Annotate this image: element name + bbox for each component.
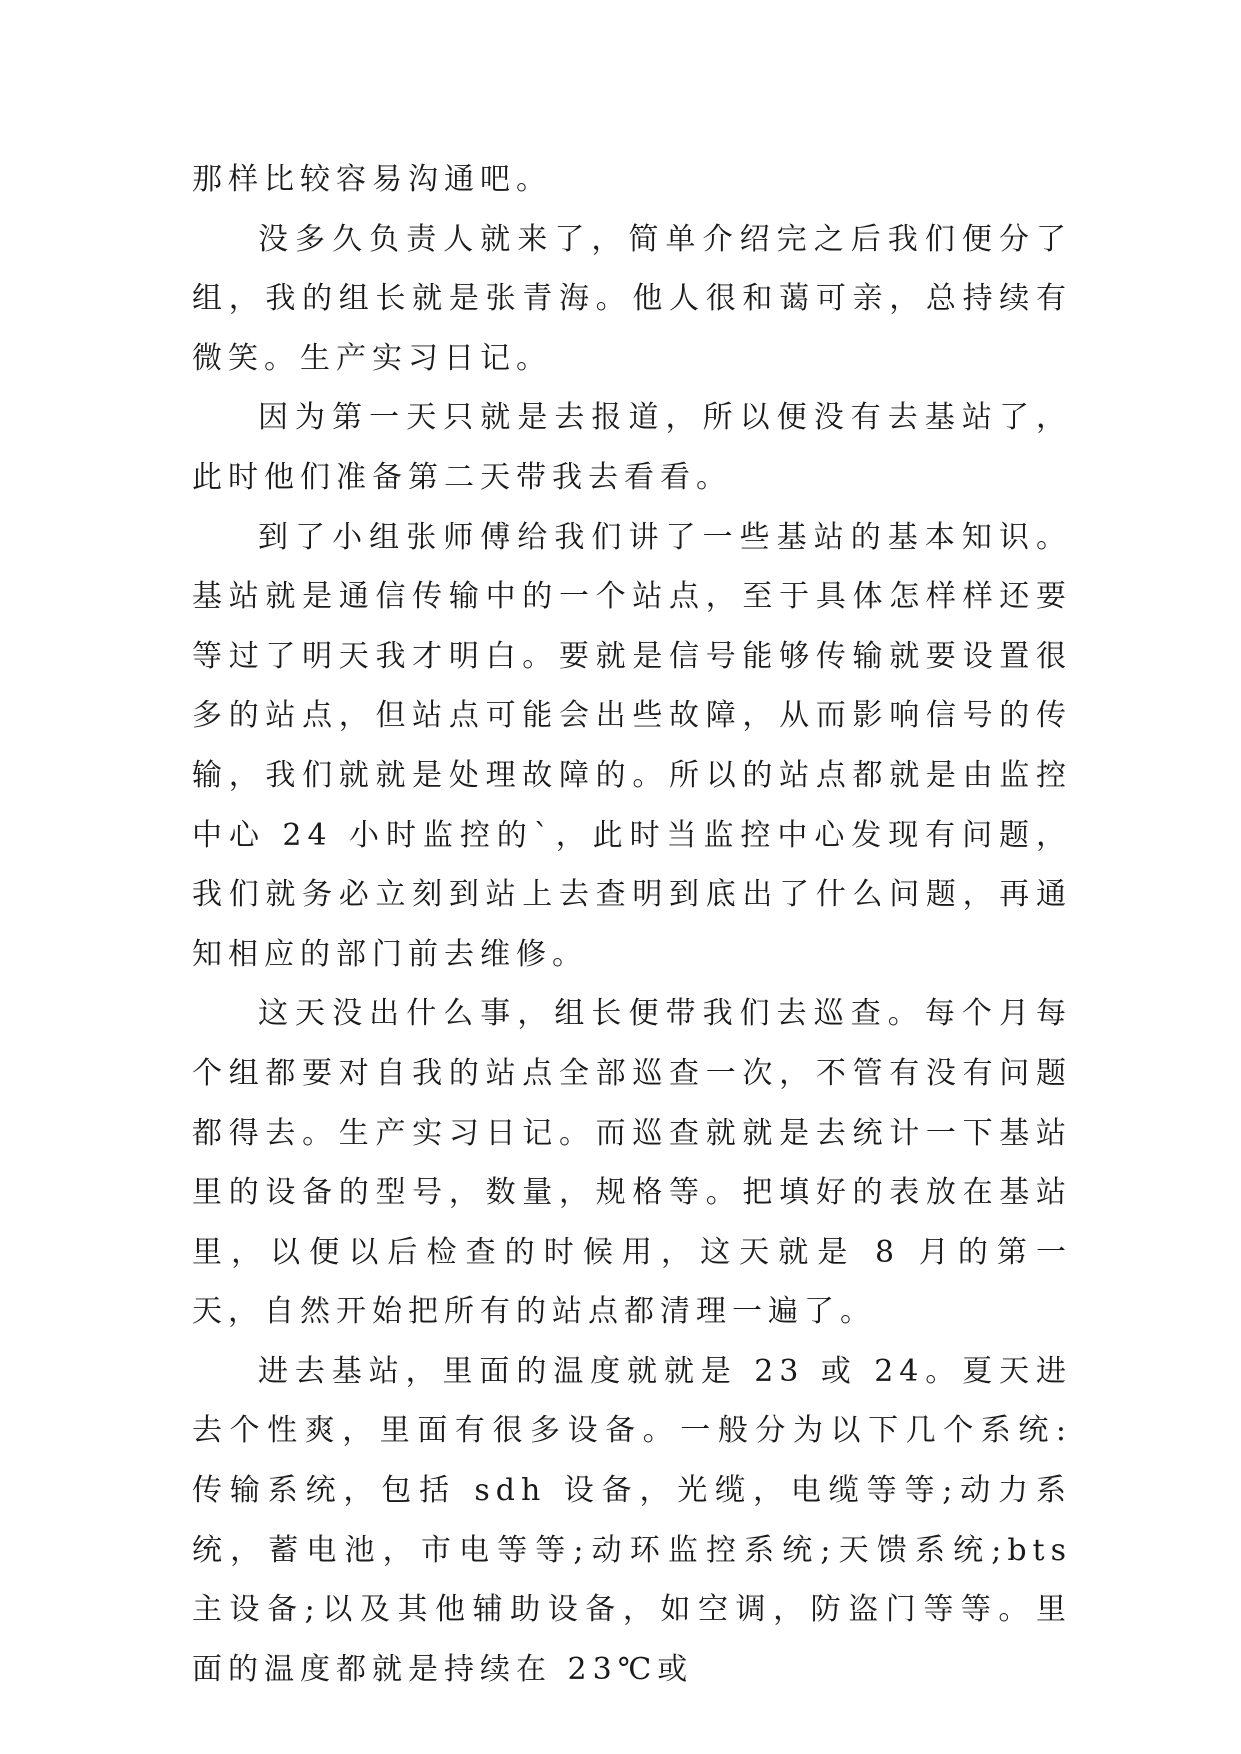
paragraph: 进去基站，里面的温度就就是 23 或 24。夏天进去个性爽，里面有很多设备。一般分为以下几个系统:传输系统，包括 sdh 设备，光缆，电缆等等;动力系统，蓄电池，市电等等;动环监控系统;天馈系统;bts 主设备;以及其他辅助设备，如空调，防盗门等等。里面的温度都就是持续在 23℃或 xyxy=(192,1353,1072,1687)
body-text xyxy=(192,150,1072,1699)
paragraph: 到了小组张师傅给我们讲了一些基站的基本知识。基站就是通信传输中的一个站点，至于具体怎样样还要等过了明天我才明白。要就是信号能够传输就要设置很多的站点，但站点可能会出些故障，从而影响信号的传输，我们就就是处理故障的。所以的站点都就是由监控中心 24 小时监控的`，此时当监控中心发现有问题，我们就务必立刻到站上去查明到底出了什么问题，再通知相应的部门前去维修。 xyxy=(192,519,1072,972)
paragraph: 那样比较容易沟通吧。 xyxy=(192,162,552,197)
paragraph: 因为第一天只就是去报道，所以便没有去基站了，此时他们准备第二天带我去看看。 xyxy=(192,400,1072,495)
paragraph: 这天没出什么事，组长便带我们去巡查。每个月每个组都要对自我的站点全部巡查一次，不管有没有问题都得去。生产实习日记。而巡查就就是去统计一下基站里的设备的型号，数量，规格等。把填好的表放在基站里，以便以后检查的时候用，这天就是 8 月的第一天，自然开始把所有的站点都清理一遍了。 xyxy=(192,996,1072,1330)
paragraph: 没多久负责人就来了，简单介绍完之后我们便分了组，我的组长就是张青海。他人很和蔼可亲，总持续有微笑。生产实习日记。 xyxy=(192,221,1072,376)
